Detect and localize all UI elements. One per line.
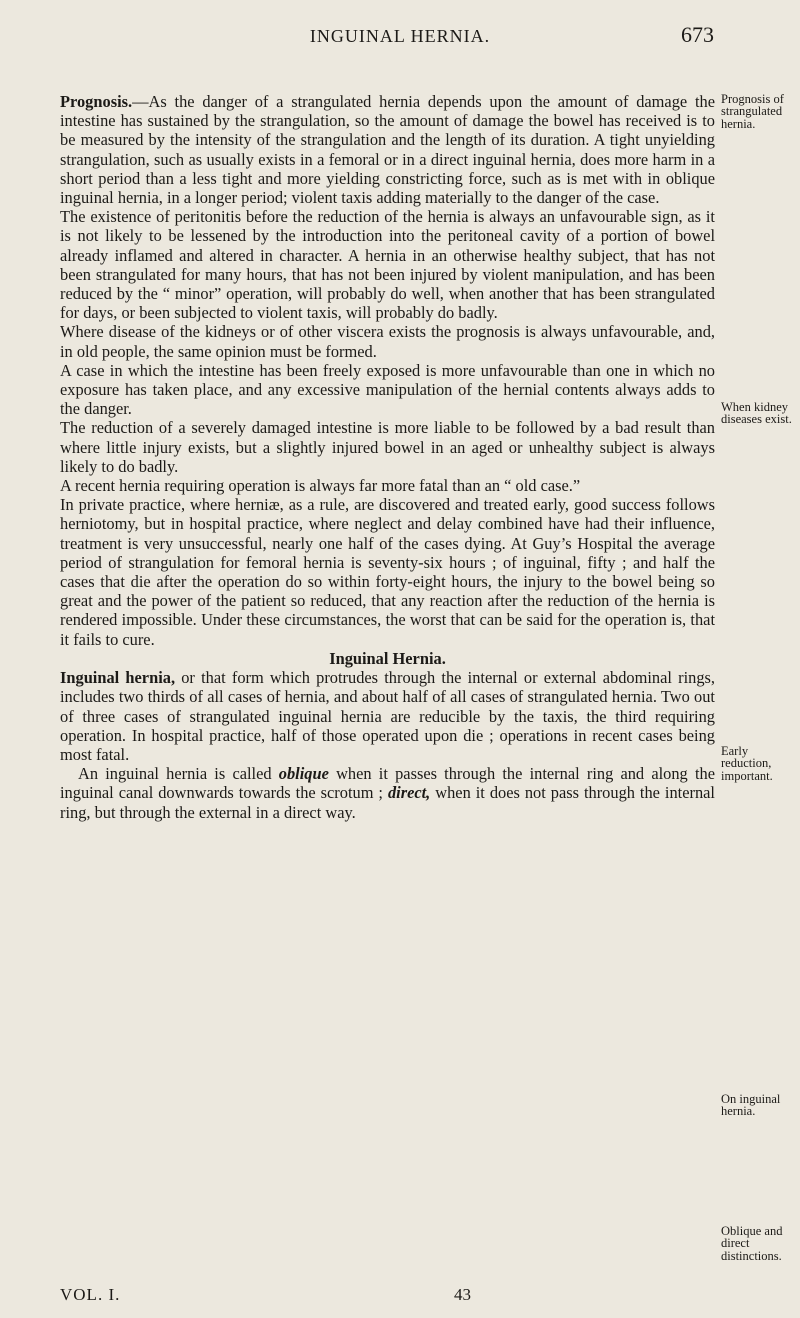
body-text xyxy=(60,92,715,822)
paragraph-text: A case in which the intestine has been freely exposed is more unfavourable than one in which no exposure has taken place, and any excessive manipulation of the hernial contents always adds to the danger. xyxy=(60,360,715,419)
paragraph-exposed-intestine xyxy=(60,361,715,419)
margin-note-oblique-direct: Oblique and direct distinctions. xyxy=(721,1224,783,1263)
paragraph-peritonitis xyxy=(60,207,715,322)
page-header xyxy=(0,22,800,52)
paragraph-text: A recent hernia requiring operation is always far more fatal than an “ old case.” xyxy=(60,476,581,496)
paragraph-text: An inguinal hernia is called xyxy=(78,764,279,784)
paragraph-text: when it passes through the internal ring and along the inguinal canal downwards towards the scrotum ; xyxy=(60,764,715,803)
paragraph-text: The existence of peritonitis before the reduction of the hernia is always an unfavourable sign, as it is not likely to be lessened by the introduction into the peritoneal cavity of a portion of bowel already inflamed and altered in character. A hernia in an otherwise healthy subject, that has not been strangulated for many hours, that has not been injured by violent manipulation, and has been reduced by the “ minor” operation, will probably do well, when another that has been strangulated for days, or been subjected to violent taxis, will probably do badly. xyxy=(60,207,715,323)
paragraph-oblique-direct xyxy=(60,764,715,822)
paragraph-text: or that form which protrudes through the internal or external abdominal rings, includes two thirds of all cases of hernia, and about half of all cases of strangulated hernia. Two out of three cases of strangulated inguinal hernia are reducible by the taxis, the third requiring operation. In hospital practice, half of those operated upon die ; operations in recent cases being most fatal. xyxy=(60,668,715,764)
paragraph-text: when it does not pass through the internal ring, but through the external in a direct way. xyxy=(60,783,715,822)
signature-mark: 43 xyxy=(454,1285,471,1304)
paragraph-text: In private practice, where herniæ, as a rule, are discovered and treated early, good success follows herniotomy, but in hospital practice, where neglect and delay combined have had their influence, treatment is very unsuccessful, nearly one half of the cases dying. At Guy’s Hospital the average period of strangulation for femoral hernia is seventy-six hours ; of inguinal, fifty ; and half the cases that die after the operation do so within forty-eight hours, the injury to the bowel being so great and the power of the patient so reduced, that any reaction after the reduction of the hernia is rendered impossible. Under these circumstances, the worst that can be said for the operation is, that it fails to cure. xyxy=(60,495,715,649)
emphasis-direct: direct, xyxy=(387,783,431,803)
paragraph-text: Where disease of the kidneys or of other viscera exists the prognosis is always unfavourable, and, in old people, the same opinion must be formed. xyxy=(60,322,715,361)
paragraph-prognosis xyxy=(60,92,715,207)
section-heading: Inguinal Hernia. xyxy=(329,648,446,668)
paragraph-recent-hernia xyxy=(60,476,715,495)
margin-note-kidney: When kidney diseases exist. xyxy=(721,400,792,427)
margin-note-inguinal: On inguinal hernia. xyxy=(721,1092,781,1119)
paragraph-text: —As the danger of a strangulated hernia depends upon the amount of damage the intestine has sustained by the strangulation, so the amount of damage the bowel has received is to be measured by the intensity of the strangulation and the length of its duration. A tight unyielding strangulation, such as usually exists in a femoral or in a direct inguinal hernia, does more harm in a short period than a less tight and more yielding constricting force, such as is met with in oblique inguinal hernia, in a longer period; violent taxis adding materially to the danger of the case. xyxy=(60,92,715,208)
page-footer xyxy=(60,1285,715,1309)
paragraph-damaged-intestine xyxy=(60,418,715,476)
paragraph-kidney-disease xyxy=(60,322,715,360)
emphasis-oblique: oblique xyxy=(278,764,329,784)
margin-note-prognosis: Prognosis of strangulated hernia. xyxy=(721,92,784,131)
paragraph-lead: Prognosis. xyxy=(60,92,133,111)
paragraph-lead: Inguinal hernia, xyxy=(60,668,176,688)
margin-note-early-reduction: Early reduction, important. xyxy=(721,744,773,783)
volume-label: VOL. I. xyxy=(60,1285,121,1304)
running-title: INGUINAL HERNIA. xyxy=(309,26,491,46)
paragraph-private-practice xyxy=(60,495,715,649)
paragraph-inguinal-hernia xyxy=(60,668,715,764)
page-number: 673 xyxy=(681,22,714,47)
paragraph-text: The reduction of a severely damaged intestine is more liable to be followed by a bad result than where little injury exists, but a slightly injured bowel in an aged or unhealthy subject is always likely to do badly. xyxy=(60,418,715,476)
